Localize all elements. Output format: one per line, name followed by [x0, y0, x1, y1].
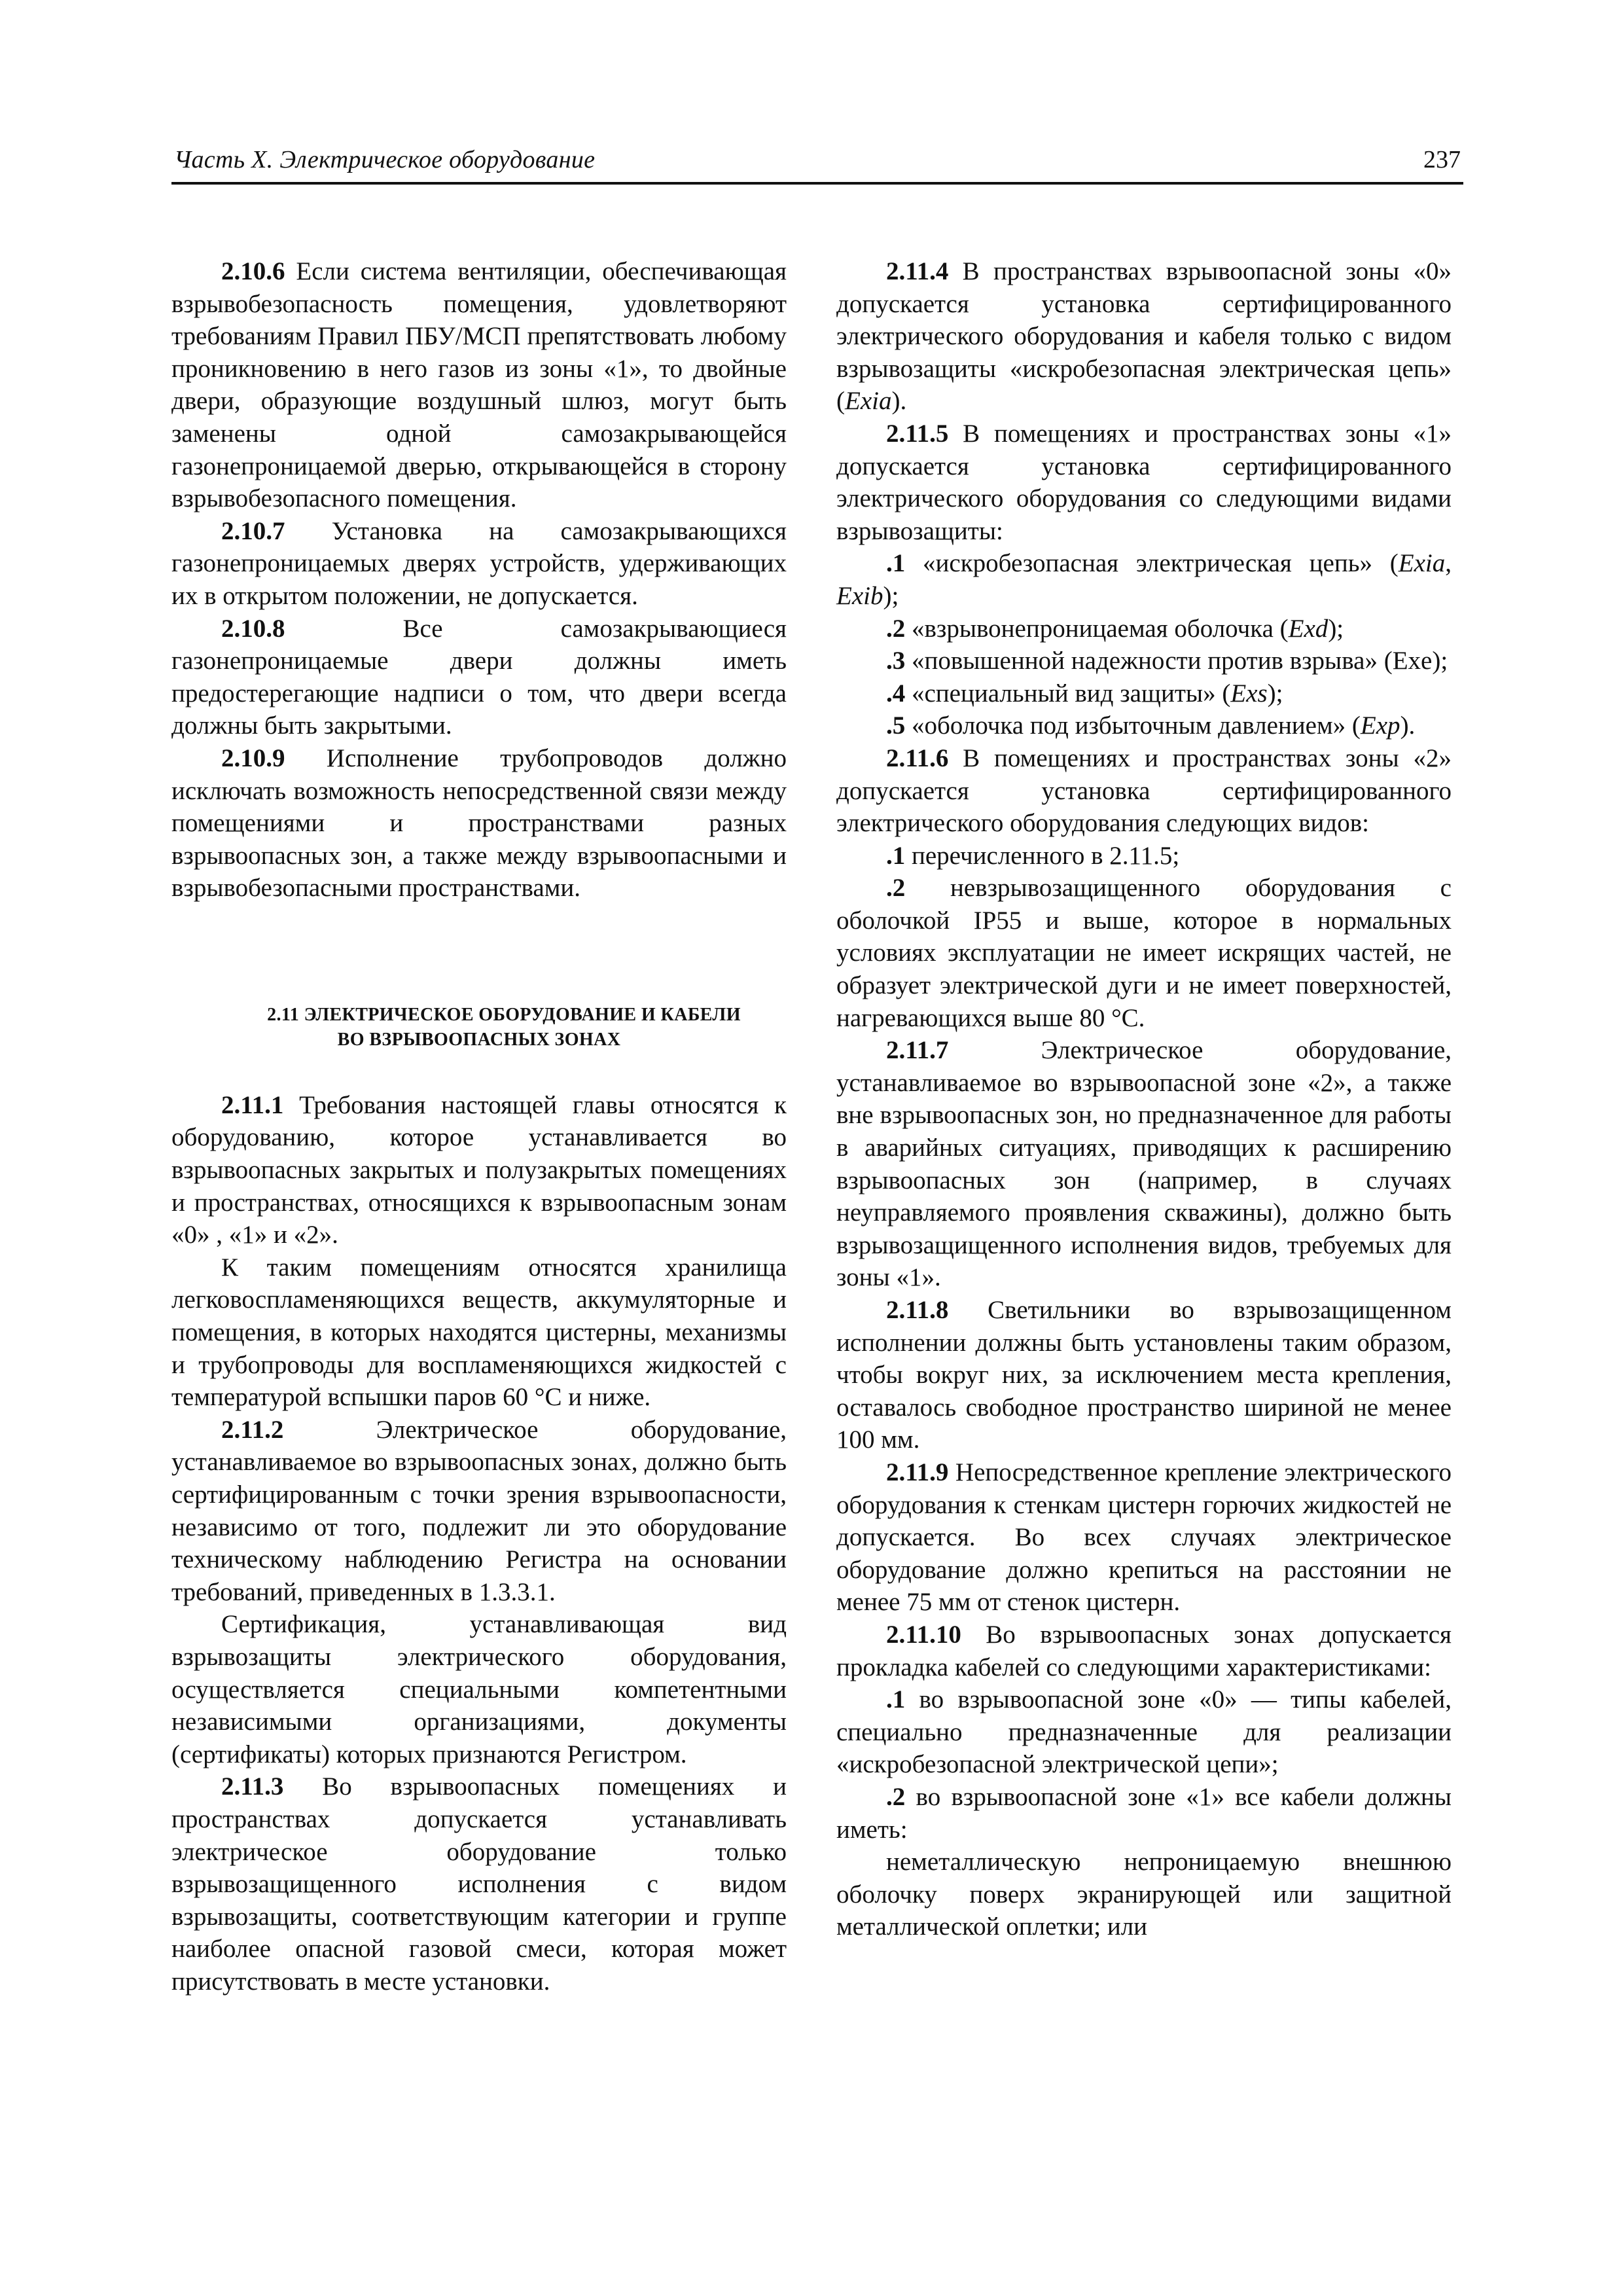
paragraph-2-11-2-continued: Сертификация, устанавливающая вид взрывозащиты электрического оборудования, осуществляется специальными компетентными независимыми организациями, документы (сертификаты) которых признаются Регистром.	[171, 1610, 787, 1768]
list-item-5-1	[836, 547, 1452, 612]
paragraph-2-10-8	[171, 613, 787, 742]
paragraph-text: Требования настоящей главы относятся к оборудованию, которое устанавливается во взрывоопасных закрытых и полузакрытых помещениях и пространствах, относящихся к взрывоопасным зонам «0» , «1» и «2».	[171, 1090, 787, 1249]
list-item-5-4	[836, 677, 1452, 710]
list-item-5-2	[836, 613, 1452, 645]
clause-number: 2.11.5	[886, 419, 949, 448]
item-number: .4	[886, 679, 906, 708]
item-text: во взрывоопасной зоне «0» — типы кабелей, специально предназначенные для реализации «искробезопасной электрической цепи»;	[836, 1685, 1452, 1779]
clause-number: 2.11.2	[221, 1415, 284, 1444]
list-item-6-2	[836, 872, 1452, 1034]
clause-number: 2.11.4	[886, 257, 949, 285]
item-tail: ).	[1400, 711, 1416, 740]
clause-number: 2.10.9	[221, 744, 285, 772]
section-heading-line-1: 2.11 ЭЛЕКТРИЧЕСКОЕ ОБОРУДОВАНИЕ И КАБЕЛИ	[267, 1004, 741, 1025]
paragraph-text: В помещениях и пространствах зоны «2» допускается установка сертифицированного электрического оборудования следующих видов:	[836, 744, 1452, 838]
item-text: перечисленного в 2.11.5;	[905, 841, 1180, 870]
paragraph-2-11-7	[836, 1034, 1452, 1294]
item-tail: );	[1267, 679, 1283, 708]
paragraph-text: Если система вентиляции, обеспечивающая взрывобезопасность помещения, удовлетворяют требованиям Правил ПБУ/МСП препятствовать любому проникновению в него газов из зоны «1», то двойные двери, образующие воздушный шлюз, могут быть заменены одной самозакрывающейся газонепроницаемой дверью, открывающейся в сторону взрывобезопасного помещения.	[171, 257, 787, 513]
paragraph-tail: ).	[891, 387, 907, 416]
paragraph-2-11-3	[171, 1770, 787, 1998]
paragraph-2-10-9	[171, 742, 787, 905]
section-heading-line-2: ВО ВЗРЫВООПАСНЫХ ЗОНАХ	[337, 1029, 621, 1050]
clause-number: 2.11.10	[886, 1620, 961, 1649]
paragraph-2-11-8	[836, 1294, 1452, 1456]
item-number: .1	[886, 841, 906, 870]
item-number: .5	[886, 711, 906, 740]
clause-number: 2.11.1	[221, 1090, 284, 1119]
paragraph-2-10-7	[171, 515, 787, 613]
item-text: «специальный вид защиты» (	[905, 679, 1231, 708]
paragraph-2-11-10	[836, 1619, 1452, 1683]
clause-number: 2.10.8	[221, 614, 285, 643]
italic-term: Exia	[1398, 549, 1446, 578]
running-header	[171, 143, 1463, 185]
paragraph-text: В пространствах взрывоопасной зоны «0» допускается установка сертифицированного электрического оборудования и кабеля только с видом взрывозащиты «искробезопасная электрическая цепь» (	[836, 257, 1452, 416]
italic-term: Exp	[1360, 711, 1400, 740]
paragraph-text: Электрическое оборудование, устанавливаемое во взрывоопасной зоне «2», а также вне взрывоопасных зон, но предназначенное для работы в аварийных ситуациях, приводящих к расширению взрывоопасных зон (например, в случаях неуправляемого проявления скважины), должно быть взрывозащищенного исполнения видов, требуемых для зоны «1».	[836, 1036, 1452, 1292]
item-number: .1	[886, 549, 906, 578]
list-item-10-2-a: неметаллическую непроницаемую внешнюю оболочку поверх экранирующей или защитной металлической оплетки; или	[836, 1848, 1452, 1941]
clause-number: 2.11.9	[886, 1458, 949, 1486]
left-column	[171, 255, 787, 1998]
list-item-5-3	[836, 645, 1452, 677]
right-column	[836, 255, 1452, 1943]
clause-number: 2.11.8	[886, 1296, 949, 1324]
page-number: 237	[1423, 146, 1461, 173]
paragraph-2-11-4	[836, 255, 1452, 418]
section-spacer	[171, 905, 787, 1003]
clause-number: 2.10.7	[221, 516, 285, 545]
paragraph-text: Исполнение трубопроводов должно исключать возможность непосредственной связи между помещениями и пространствами разных взрывоопасных зон, а также между взрывоопасными и взрывобезопасными пространствами.	[171, 744, 787, 903]
paragraph-2-11-9	[836, 1456, 1452, 1619]
paragraph-2-11-1-continued: К таким помещениям относятся хранилища легковоспламеняющихся веществ, аккумуляторные и помещения, в которых находятся цистерны, механизмы и трубопроводы для воспламеняющихся жидкостей с температурой вспышки паров 60 °С и ниже.	[171, 1253, 787, 1412]
paragraph-text: Светильники во взрывозащищенном исполнении должны быть установлены таким образом, чтобы вокруг них, за исключением места крепления, оставалось свободное пространство шириной не менее 100 мм.	[836, 1296, 1452, 1454]
item-number: .1	[886, 1685, 906, 1714]
item-tail: );	[1328, 614, 1344, 643]
item-text: невзрывозащищенного оборудования с оболочкой IP55 и выше, которое в нормальных условиях эксплуатации не имеет искрящих частей, не образует электрической дуги и не имеет поверхностей, нагревающихся выше 80 °С.	[836, 874, 1452, 1032]
list-item-5-5	[836, 709, 1452, 742]
clause-number: 2.11.7	[886, 1036, 949, 1065]
heading-spacer	[171, 1052, 787, 1089]
item-number: .2	[886, 614, 906, 643]
list-item-10-2	[836, 1781, 1452, 1846]
paragraph-2-11-2	[171, 1414, 787, 1609]
paragraph-2-11-5	[836, 418, 1452, 547]
item-number: .3	[886, 647, 906, 675]
paragraph-text: Во взрывоопасных помещениях и пространствах допускается устанавливать электрическое оборудование только взрывозащищенного исполнения с видом взрывозащиты, соответствующим категории и группе наиболее опасной газовой смеси, которая может присутствовать в месте установки.	[171, 1772, 787, 1996]
clause-number: 2.11.6	[886, 744, 949, 772]
item-text: «искробезопасная электрическая цепь» (	[905, 549, 1399, 578]
italic-term: Exib	[836, 581, 883, 610]
item-number: .2	[886, 874, 906, 903]
item-number: .2	[886, 1782, 906, 1811]
paragraph-2-11-6	[836, 742, 1452, 840]
italic-term: Exia	[845, 387, 892, 416]
clause-number: 2.11.3	[221, 1772, 284, 1801]
item-text: «взрывонепроницаемая оболочка (	[905, 614, 1289, 643]
separator: ,	[1445, 549, 1452, 578]
paragraph-2-11-1	[171, 1089, 787, 1251]
paragraph-text: Во взрывоопасных зонах допускается прокладка кабелей со следующими характеристиками:	[836, 1620, 1452, 1681]
list-item-10-1	[836, 1683, 1452, 1781]
item-text: «оболочка под избыточным давлением» (	[905, 711, 1361, 740]
item-text: «повышенной надежности против взрыва» (Exe);	[905, 647, 1448, 675]
header-title: Часть X. Электрическое оборудование	[174, 146, 596, 173]
section-heading	[171, 1003, 787, 1052]
paragraph-text: Все самозакрывающиеся газонепроницаемые двери должны иметь предостерегающие надписи о том, что двери всегда должны быть закрытыми.	[171, 614, 787, 740]
item-tail: );	[883, 581, 899, 610]
paragraph-2-10-6	[171, 255, 787, 515]
paragraph-text: В помещениях и пространствах зоны «1» допускается установка сертифицированного электрического оборудования со следующими видами взрывозащиты:	[836, 419, 1452, 545]
paragraph-text: Установка на самозакрывающихся газонепроницаемых дверях устройств, удерживающих их в открытом положении, не допускается.	[171, 516, 787, 610]
paragraph-text: Электрическое оборудование, устанавливаемое во взрывоопасных зонах, должно быть сертифицированным с точки зрения взрывоопасности, независимо от того, подлежит ли это оборудование техническому наблюдению Регистра на основании требований, приведенных в 1.3.3.1.	[171, 1415, 787, 1606]
paragraph-text: Непосредственное крепление электрического оборудования к стенкам цистерн горючих жидкостей не допускается. Во всех случаях электрическое оборудование должно крепиться на расстоянии не менее 75 мм от стенок цистерн.	[836, 1458, 1452, 1617]
italic-term: Exs	[1230, 679, 1268, 708]
italic-term: Exd	[1288, 614, 1329, 643]
item-text: во взрывоопасной зоне «1» все кабели должны иметь:	[836, 1782, 1452, 1844]
clause-number: 2.10.6	[221, 257, 285, 285]
list-item-6-1	[836, 840, 1452, 872]
